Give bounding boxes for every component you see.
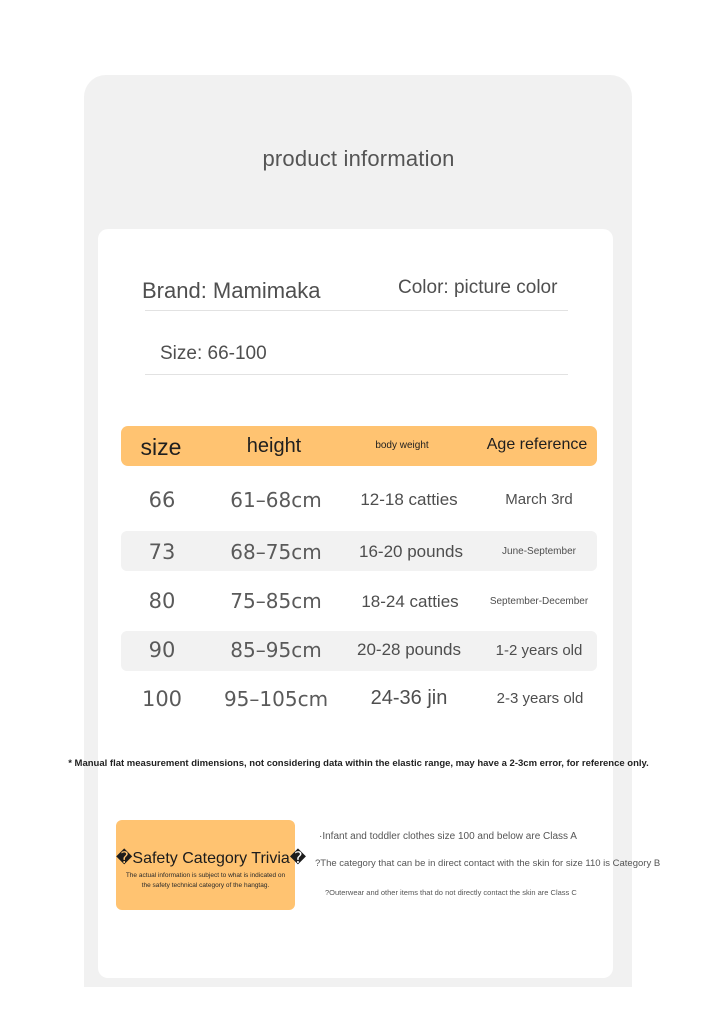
safety-trivia-description: The actual information is subject to what is indicated on the safety technical category of the hangtag. [125, 872, 286, 889]
row5-age: 2-3 years old [496, 690, 584, 707]
row2-height: 68–75cm [230, 540, 322, 564]
row1-size: 66 [148, 488, 176, 512]
header-height: height [246, 435, 302, 457]
safety-item-class-b: ?The category that can be in direct contact with the skin for size 110 is Category B [315, 858, 661, 869]
page-title: product information [262, 146, 455, 171]
safety-trivia-box [116, 820, 307, 910]
row1-age: March 3rd [505, 491, 573, 508]
row3-size: 80 [148, 589, 176, 613]
row5-height: 95–105cm [223, 687, 329, 711]
row4-age: 1-2 years old [495, 642, 583, 659]
measurement-note: * Manual flat measurement dimensions, not considering data within the elastic range, may have a 2-3cm error, for reference only. [68, 758, 649, 769]
brand-label: Brand: Mamimaka [142, 278, 321, 303]
row1-height: 61–68cm [230, 488, 322, 512]
size-label: Size: 66-100 [160, 343, 267, 364]
safety-item-class-a: ·Infant and toddler clothes size 100 and below are Class A [319, 831, 577, 842]
header-body-weight: body weight [375, 440, 429, 451]
divider [145, 310, 568, 311]
row5-size: 100 [141, 687, 183, 711]
row5-weight: 24-36 jin [370, 687, 448, 709]
row2-weight: 16-20 pounds [359, 542, 463, 561]
row1-weight: 12-18 catties [360, 490, 458, 509]
row3-weight: 18-24 catties [361, 592, 459, 611]
color-label: Color: picture color [398, 277, 558, 298]
header-size: size [140, 434, 182, 460]
divider [145, 374, 568, 375]
header-age-reference: Age reference [486, 436, 588, 453]
row3-age: September-December [489, 596, 589, 607]
row2-age: June-September [502, 546, 576, 557]
row2-size: 73 [148, 540, 176, 564]
row4-size: 90 [148, 638, 176, 662]
safety-item-class-c: ?Outerwear and other items that do not directly contact the skin are Class C [325, 888, 577, 897]
safety-trivia-title: �Safety Category Trivia� [116, 850, 307, 867]
row3-height: 75–85cm [230, 589, 322, 613]
row4-height: 85–95cm [230, 638, 322, 662]
row4-weight: 20-28 pounds [357, 640, 461, 659]
